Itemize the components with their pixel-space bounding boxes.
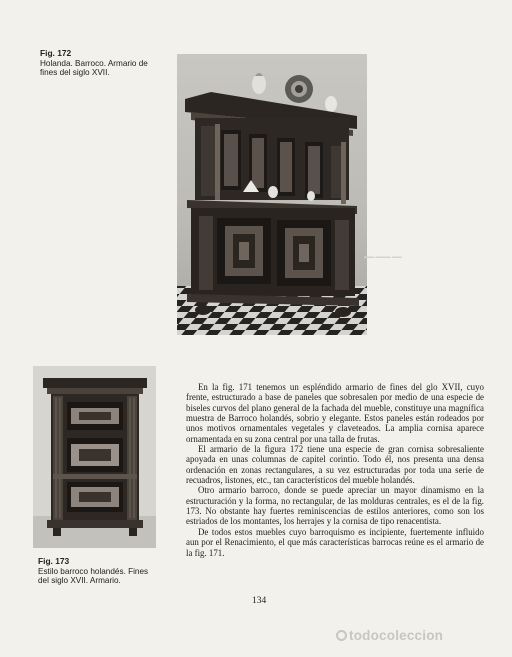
watermark [336,628,443,643]
fig-172-caption-block [40,49,158,78]
watermark-logo-icon [336,630,347,641]
paragraph-1: En la fig. 171 tenemos un espléndido armario de fines del glo XVII, cuyo frente, estructurado a base de paneles que sobresalen por medio de una especie de biseles curvos del plano general de la fachada del mueble, constituye una magnífica muestra de Barroco holandés, sobrio y elegante. Estos paneles están rodeados por unos motivos ornamentales vegetales y claveteados. La amplia cornisa aparece ornamentada en su zona central por una talla de frutas. [186,382,484,444]
fig-172-caption: Holanda. Barroco. Armario de fines del siglo XVII. [40,58,148,78]
body-text [186,382,484,558]
paragraph-2: El armario de la figura 172 tiene una especie de gran cornisa sobresaliente apoyada en unas columnas de capitel corintio. Todo él, nos presenta una densa ordenación en zonas rectangulares, a su vez estructuradas por toda una serie de recuadros, listones, etc., tan característicos del mueble holandés. [186,444,484,486]
fig-173-number: Fig. 173 [38,556,70,566]
watermark-text: todocoleccion [349,628,444,643]
cabinet-172-illustration [177,54,367,335]
fig-173-caption-block [38,557,158,586]
fig-172-number: Fig. 172 [40,48,72,58]
show-through-marks: ▬▬ ▬▬▬ ▬▬ [364,254,402,260]
fig-172-photo [177,54,367,335]
cabinet-173-illustration [33,366,156,548]
paragraph-4: De todos estos muebles cuyo barroquismo es incipiente, fuertemente influido aun por el Renacimiento, el que más características barrocas reúne es el armario de la fig. 171. [186,526,484,558]
fig-173-photo [33,366,156,548]
paragraph-3: Otro armario barroco, donde se puede apreciar un mayor dinamismo en la estructuración y la forma, no rectangular, de las molduras centrales, es el de la fig. 173. No obstante hay fuertes reminiscencias de estilos anteriores, como son los estriados de los montantes, los herrajes y la cornisa de tipo renacentista. [186,485,484,527]
fig-173-caption: Estilo barroco holandés. Fines del siglo XVII. Armario. [38,566,149,586]
page-number: 134 [252,596,267,606]
